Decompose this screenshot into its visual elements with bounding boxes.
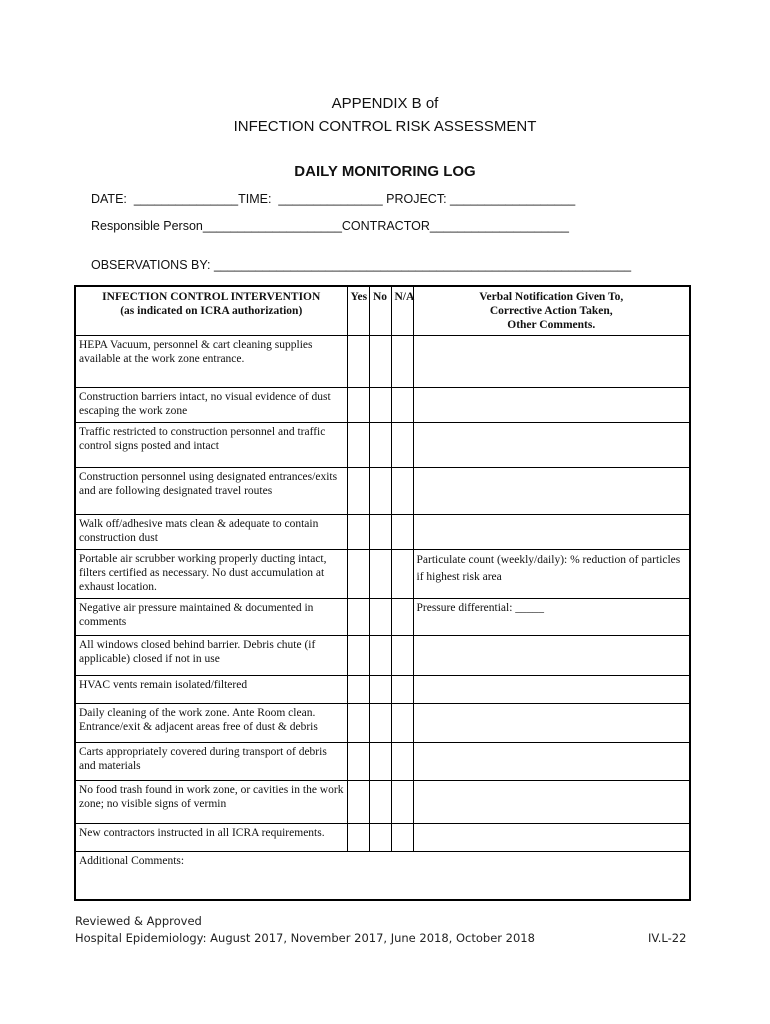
notes-cell[interactable]: [413, 635, 690, 675]
intervention-cell: Daily cleaning of the work zone. Ante Room clean. Entrance/exit & adjacent areas free of dust & debris: [75, 703, 347, 742]
na-checkbox-cell[interactable]: [391, 335, 413, 387]
yes-header: Yes: [347, 286, 369, 335]
intervention-cell: All windows closed behind barrier. Debris chute (if applicable) closed if not in use: [75, 635, 347, 675]
yes-checkbox-cell[interactable]: [347, 335, 369, 387]
yes-checkbox-cell[interactable]: [347, 675, 369, 703]
no-checkbox-cell[interactable]: [369, 635, 391, 675]
notes-cell[interactable]: [413, 742, 690, 780]
na-checkbox-cell[interactable]: [391, 422, 413, 467]
notes-header: [413, 286, 690, 335]
no-checkbox-cell[interactable]: [369, 703, 391, 742]
table-row: [75, 780, 690, 823]
yes-checkbox-cell[interactable]: [347, 467, 369, 514]
yes-checkbox-cell[interactable]: [347, 742, 369, 780]
yes-checkbox-cell[interactable]: [347, 635, 369, 675]
intervention-cell: Negative air pressure maintained & documented in comments: [75, 598, 347, 635]
table-row: [75, 742, 690, 780]
notes-cell[interactable]: [413, 422, 690, 467]
no-checkbox-cell[interactable]: [369, 742, 391, 780]
notes-header-line3: Other Comments.: [507, 319, 596, 331]
intervention-header-sub: (as indicated on ICRA authorization): [120, 305, 303, 317]
notes-cell[interactable]: [413, 387, 690, 422]
no-checkbox-cell[interactable]: [369, 598, 391, 635]
yes-checkbox-cell[interactable]: [347, 780, 369, 823]
no-header: No: [369, 286, 391, 335]
yes-checkbox-cell[interactable]: [347, 598, 369, 635]
yes-checkbox-cell[interactable]: [347, 422, 369, 467]
table-row: [75, 514, 690, 549]
intervention-cell: Walk off/adhesive mats clean & adequate to contain construction dust: [75, 514, 347, 549]
intervention-cell: Portable air scrubber working properly ducting intact, filters certified as necessary. No dust accumulation at exhaust location.: [75, 549, 347, 598]
notes-header-line2: Corrective Action Taken,: [489, 305, 613, 317]
table-row: [75, 675, 690, 703]
notes-cell[interactable]: [413, 780, 690, 823]
no-checkbox-cell[interactable]: [369, 675, 391, 703]
no-checkbox-cell[interactable]: [369, 387, 391, 422]
assessment-title: INFECTION CONTROL RISK ASSESSMENT: [233, 118, 537, 135]
intervention-cell: New contractors instructed in all ICRA requirements.: [75, 823, 347, 851]
na-checkbox-cell[interactable]: [391, 780, 413, 823]
na-checkbox-cell[interactable]: [391, 823, 413, 851]
notes-cell[interactable]: Particulate count (weekly/daily): % reduction of particles if highest risk area: [413, 549, 690, 598]
na-checkbox-cell[interactable]: [391, 703, 413, 742]
yes-checkbox-cell[interactable]: [347, 823, 369, 851]
notes-cell[interactable]: [413, 514, 690, 549]
intervention-cell: Traffic restricted to construction personnel and traffic control signs posted and intact: [75, 422, 347, 467]
notes-cell[interactable]: Pressure differential: _____: [413, 598, 690, 635]
na-checkbox-cell[interactable]: [391, 549, 413, 598]
intervention-cell: Construction personnel using designated entrances/exits and are following designated travel routes: [75, 467, 347, 514]
intervention-header-label: INFECTION CONTROL INTERVENTION: [102, 291, 321, 303]
no-checkbox-cell[interactable]: [369, 422, 391, 467]
notes-cell[interactable]: [413, 467, 690, 514]
table-row: [75, 387, 690, 422]
yes-checkbox-cell[interactable]: [347, 514, 369, 549]
table-row: [75, 635, 690, 675]
intervention-cell: HVAC vents remain isolated/filtered: [75, 675, 347, 703]
no-checkbox-cell[interactable]: [369, 780, 391, 823]
date-time-project-line: DATE: _______________TIME: _______________ PROJECT: __________________: [91, 192, 576, 206]
na-checkbox-cell[interactable]: [391, 635, 413, 675]
na-checkbox-cell[interactable]: [391, 742, 413, 780]
no-checkbox-cell[interactable]: [369, 467, 391, 514]
table-row: [75, 823, 690, 851]
no-checkbox-cell[interactable]: [369, 335, 391, 387]
yes-checkbox-cell[interactable]: [347, 549, 369, 598]
no-checkbox-cell[interactable]: [369, 549, 391, 598]
na-checkbox-cell[interactable]: [391, 514, 413, 549]
log-title: DAILY MONITORING LOG: [294, 163, 476, 180]
na-checkbox-cell[interactable]: [391, 467, 413, 514]
notes-cell[interactable]: [413, 675, 690, 703]
table-row: [75, 422, 690, 467]
monitoring-log-table: [74, 285, 691, 901]
na-header: N/A: [391, 286, 413, 335]
table-header-row: [75, 286, 690, 335]
revision-history-text: Hospital Epidemiology: August 2017, November 2017, June 2018, October 2018: [75, 931, 535, 945]
yes-checkbox-cell[interactable]: [347, 387, 369, 422]
na-checkbox-cell[interactable]: [391, 675, 413, 703]
notes-cell[interactable]: [413, 703, 690, 742]
no-checkbox-cell[interactable]: [369, 514, 391, 549]
no-checkbox-cell[interactable]: [369, 823, 391, 851]
notes-header-line1: Verbal Notification Given To,: [479, 291, 624, 303]
na-checkbox-cell[interactable]: [391, 598, 413, 635]
page-number: IV.L-22: [648, 931, 687, 945]
table-row: [75, 549, 690, 598]
responsible-contractor-line: Responsible Person____________________CONTRACTOR____________________: [91, 219, 569, 233]
na-checkbox-cell[interactable]: [391, 387, 413, 422]
additional-comments-row: [75, 851, 690, 900]
notes-cell[interactable]: [413, 335, 690, 387]
intervention-cell: HEPA Vacuum, personnel & cart cleaning supplies available at the work zone entrance.: [75, 335, 347, 387]
intervention-header: [75, 286, 347, 335]
yes-checkbox-cell[interactable]: [347, 703, 369, 742]
intervention-cell: Construction barriers intact, no visual evidence of dust escaping the work zone: [75, 387, 347, 422]
table-row: [75, 598, 690, 635]
additional-comments-field[interactable]: Additional Comments:: [75, 851, 690, 900]
intervention-cell: No food trash found in work zone, or cavities in the work zone; no visible signs of vermin: [75, 780, 347, 823]
intervention-cell: Carts appropriately covered during transport of debris and materials: [75, 742, 347, 780]
reviewed-approved-text: Reviewed & Approved: [75, 914, 202, 928]
appendix-title: APPENDIX B of: [331, 95, 439, 112]
table-row: [75, 335, 690, 387]
table-row: [75, 703, 690, 742]
table-row: [75, 467, 690, 514]
observations-by-line: OBSERVATIONS BY: ____________________________________________________________: [91, 258, 632, 272]
notes-cell[interactable]: [413, 823, 690, 851]
